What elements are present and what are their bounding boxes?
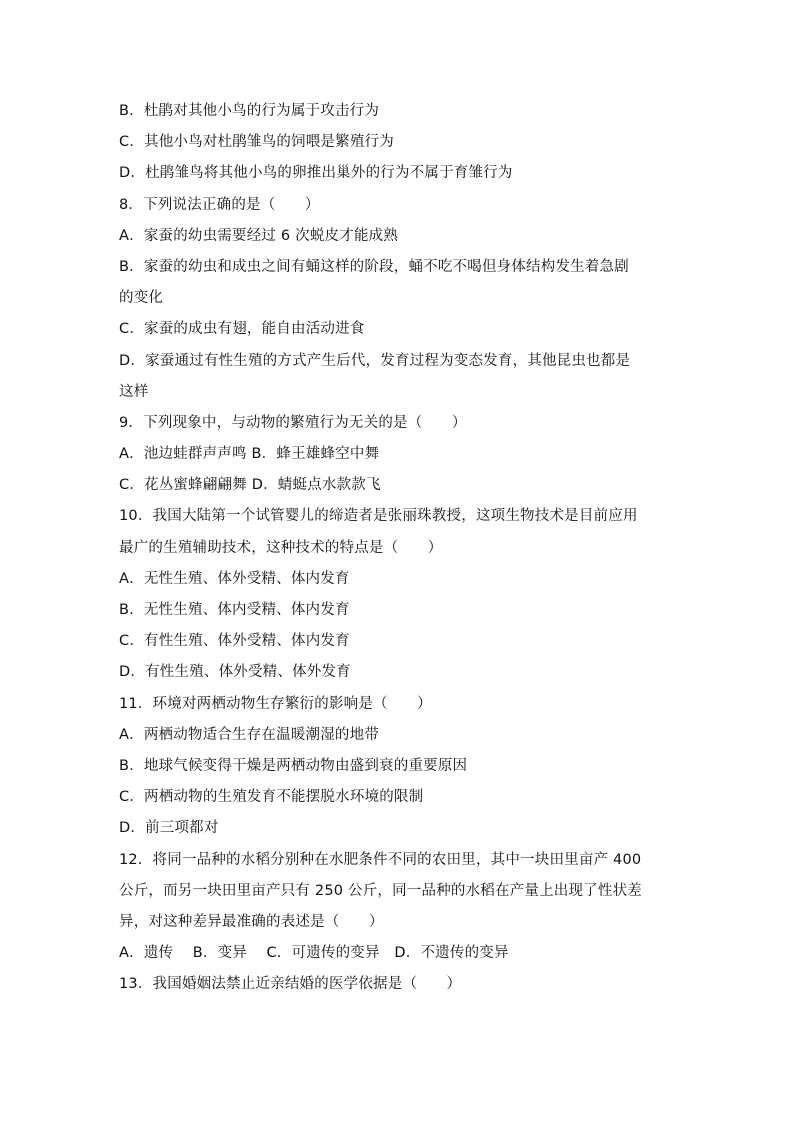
question-10-cont: 最广的生殖辅助技术，这种技术的特点是（ ）: [119, 539, 443, 556]
option-8d-cont: 这样: [119, 383, 149, 400]
option-11b: B．地球气候变得干燥是两栖动物由盛到衰的重要原因: [119, 757, 468, 774]
question-12-cont1: 公斤，而另一块田里亩产只有 250 公斤，同一品种的水稻在产量上出现了性状差: [119, 882, 642, 899]
option-7c: C．其他小鸟对杜鹃雏鸟的饲喂是繁殖行为: [119, 134, 394, 151]
question-8: 8．下列说法正确的是（ ）: [119, 196, 320, 213]
option-7b: B．杜鹃对其他小鸟的行为属于攻击行为: [119, 103, 380, 119]
option-11c: C．两栖动物的生殖发育不能摆脱水环境的限制: [119, 789, 424, 806]
option-11d: D．前三项都对: [119, 820, 219, 837]
option-9cd: C．花丛蜜蜂翩翩舞 D．蜻蜓点水款款飞: [119, 477, 381, 494]
question-12-cont2: 异，对这种差异最准确的表述是（ ）: [119, 913, 384, 930]
question-12: 12．将同一品种的水稻分别种在水肥条件不同的农田里，其中一块田里亩产 400: [119, 851, 642, 868]
option-7d: D．杜鹃雏鸟将其他小鸟的卵推出巢外的行为不属于育雏行为: [119, 165, 513, 182]
option-8d: D．家蚕通过有性生殖的方式产生后代，发育过程为变态发育，其他昆虫也都是: [119, 352, 631, 369]
option-10d: D．有性生殖、体外受精、体外发育: [119, 664, 351, 681]
question-text-block: [119, 96, 679, 1000]
question-13: 13．我国婚姻法禁止近亲结婚的医学依据是（ ）: [119, 976, 462, 993]
option-10a: A．无性生殖、体外受精、体内发育: [119, 570, 350, 587]
option-10b: B．无性生殖、体内受精、体内发育: [119, 602, 350, 618]
question-10: 10．我国大陆第一个试管婴儿的缔造者是张丽珠教授，这项生物技术是目前应用: [119, 508, 638, 525]
option-8b-cont: 的变化: [119, 290, 164, 307]
option-9ab: A．池边蛙群声声鸣 B．蜂王雄蜂空中舞: [119, 446, 380, 463]
option-8a: A．家蚕的幼虫需要经过 6 次蜕皮才能成熟: [119, 227, 399, 244]
question-9: 9．下列现象中，与动物的繁殖行为无关的是（ ）: [119, 414, 467, 431]
option-8b: B．家蚕的幼虫和成虫之间有蛹这样的阶段，蛹不吃不喝但身体结构发生着急剧: [119, 258, 629, 275]
option-11a: A．两栖动物适合生存在温暖潮湿的地带: [119, 726, 380, 743]
question-11: 11．环境对两栖动物生存繁衍的影响是（ ）: [119, 695, 432, 712]
option-12abcd: A．遗传 B．变异 C．可遗传的变异 D．不遗传的变异: [119, 945, 509, 962]
option-10c: C．有性生殖、体外受精、体内发育: [119, 633, 350, 650]
option-8c: C．家蚕的成虫有翅，能自由活动进食: [119, 321, 365, 338]
